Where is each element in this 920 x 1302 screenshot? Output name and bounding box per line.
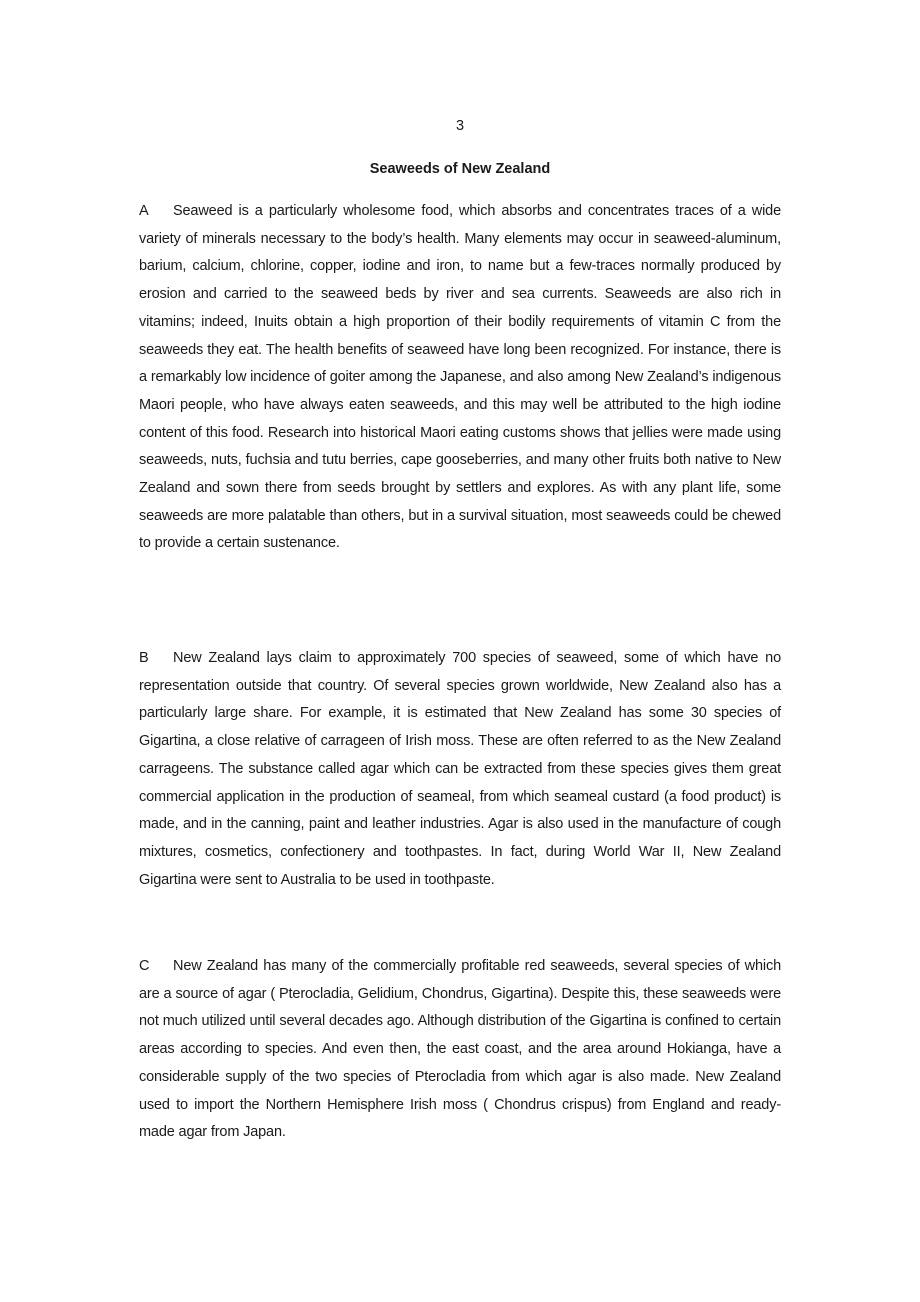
paragraph-letter-c: C [139, 958, 150, 974]
page-number: 3 [455, 118, 465, 134]
page-title: Seaweeds of New Zealand [369, 161, 551, 177]
paragraph-text-c: New Zealand has many of the commercially profitable red seaweeds, several species of which are a source of agar ( Pterocladia, Gelidium, Chondrus, Gigartina). Despite this, these seaweeds were not much utilized until several decades ago. Although distribution of the Gigartina is confined to certain areas according to species. And even then, the east coast, and the area around Hokianga, have a considerable supply of the two species of Pterocladia from which agar is also made. New Zealand used to import the Northern Hemisphere Irish moss ( Chondrus crispus) from England and ready-made agar from Japan. [139, 958, 781, 1141]
paragraph-c [139, 953, 781, 1147]
paragraph-letter-a: A [139, 203, 149, 219]
paragraph-b [139, 645, 781, 894]
paragraph-text-b: New Zealand lays claim to approximately 700 species of seaweed, some of which have no representation outside that country. Of several species grown worldwide, New Zealand also has a particularly large share. For example, it is estimated that New Zealand has some 30 species of Gigartina, a close relative of carrageen of Irish moss. These are often referred to as the New Zealand carrageens. The substance called agar which can be extracted from these species gives them great commercial application in the production of seameal, from which seameal custard (a food product) is made, and in the canning, paint and leather industries. Agar is also used in the manufacture of cough mixtures, cosmetics, confectionery and toothpastes. In fact, during World War II, New Zealand Gigartina were sent to Australia to be used in toothpaste. [139, 650, 781, 888]
paragraph-letter-b: B [139, 650, 149, 666]
paragraph-text-a: Seaweed is a particularly wholesome food, which absorbs and concentrates traces of a wide variety of minerals necessary to the body’s health. Many elements may occur in seaweed-aluminum, barium, calcium, chlorine, copper, iodine and iron, to name but a few-traces normally produced by erosion and carried to the seaweed beds by river and sea currents. Seaweeds are also rich in vitamins; indeed, Inuits obtain a high proportion of their bodily requirements of vitamin C from the seaweeds they eat. The health benefits of seaweed have long been recognized. For instance, there is a remarkably low incidence of goiter among the Japanese, and also among New Zealand’s indigenous Maori people, who have always eaten seaweeds, and this may well be attributed to the high iodine content of this food. Research into historical Maori eating customs shows that jellies were made using seaweeds, nuts, fuchsia and tutu berries, cape gooseberries, and many other fruits both native to New Zealand and sown there from seeds brought by settlers and explores. As with any plant life, some seaweeds are more palatable than others, but in a survival situation, most seaweeds could be chewed to provide a certain sustenance. [139, 203, 781, 552]
paragraph-a [139, 198, 781, 558]
